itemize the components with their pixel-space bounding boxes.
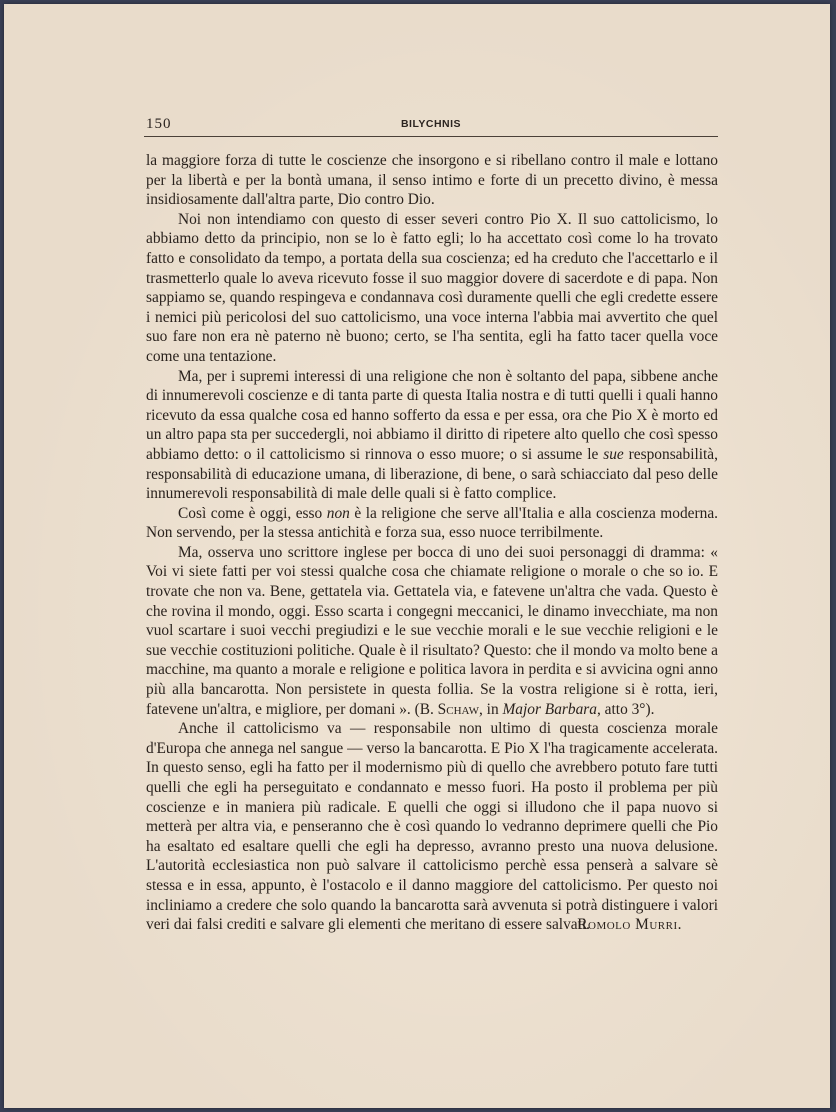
paragraph-text: Ma, per i supremi interessi di una religione che non è soltanto del papa, sibbene anche di innumerevoli coscienze e di tanta parte di questa Italia nostra e di tutti quelli i quali hanno ricevuto da essa qualche cosa ed hanno sofferto da essa e per essa, ora che Pio X è morto ed un altro papa sta per succedergli, noi abbiamo il diritto di ripetere alto quello che così spesso abbiamo detto: o il cattolicismo si rinnova o esso muore; o si assume le	[146, 367, 718, 463]
book-page	[4, 4, 830, 1108]
paragraph-text: , in	[478, 700, 503, 718]
emphasis-text: Major Barbara	[502, 700, 597, 718]
emphasis-text: sue	[603, 445, 624, 463]
paragraph	[146, 210, 718, 367]
paragraph-text: Ma, osserva uno scrittore inglese per bocca di uno dei suoi personaggi di dramma: « Voi vi siete fatti per voi stessi qualche cosa che chiamate religione o morale o che so io. E trovate che non va. Bene, gettatela via. Gettatela via, e fatevene un'altra che vada. Questo è che rovina il mondo, oggi. Esso scarta i congegni meccanici, le dinamo invecchiate, ma non vuol scartare i suoi vecchi pregiudizi e le sue vecchie morali e le sue vecchie religioni e le sue vecchie costituzioni politiche. Quale è il risultato? Questo: che il mondo va molto bene a macchine, ma quanto a morale e religione e politica lavora in perdita e si avvicina ogni anno più alla bancarotta. Non persistete in questa follia. Se la vostra religione si è rotta, ieri, fatevene un'altra, e migliore, per domani ». (B.	[146, 543, 718, 718]
paragraph-text: è la religione che serve all'Italia e alla coscienza moderna. Non servendo, per la stessa antichità e forza sua, esso nuoce terribilmente.	[146, 504, 718, 542]
paragraph	[146, 719, 718, 935]
small-caps-name: Schaw	[437, 700, 479, 718]
paragraph-text: Così come è oggi, esso	[178, 504, 327, 522]
page-header	[144, 116, 718, 137]
paragraph-text: , atto 3°).	[596, 700, 655, 718]
paragraph-text: responsabilità, responsabilità di educazione umana, di liberazione, di bene, o sarà schiacciato dal peso delle innumerevoli responsabilità di male delle quali si è fatto complice.	[146, 445, 718, 503]
running-head: BILYCHNIS	[400, 118, 462, 130]
paragraph-text: la maggiore forza di tutte le coscienze che insorgono e si ribellano contro il male e lottano per la libertà e per la bontà umana, il senso intimo e forte di un precetto divino, è messa insidiosamente dall'altra parte, Dio contro Dio.	[146, 152, 718, 209]
author-signature: Romolo Murri.	[577, 916, 682, 934]
paragraph	[146, 543, 718, 719]
article-body	[146, 151, 718, 935]
paragraph	[146, 151, 718, 210]
paragraph	[146, 367, 718, 504]
paragraph-text: Anche il cattolicismo va — responsabile non ultimo di questa coscienza morale d'Europa che annega nel sangue — verso la bancarotta. E Pio X l'ha tragicamente accelerata. In questo senso, egli ha fatto per il modernismo più di quello che avrebbero potuto fare tutti quelli che egli ha perseguitato e condannato e messo fuori. Ha posto il problema per più coscienze e in maniera più radicale. E quelli che oggi si illudono che il papa nuovo si metterà per altra via, e penseranno che è così quando lo vedranno deprimere quelli che Pio ha esaltato ed esaltare quelli che egli ha depresso, avranno presto una nuova delusione. L'autorità ecclesiastica non può salvare il cattolicismo perchè essa penserà a salvare sè stessa e in essa, appunto, è l'ostacolo e il danno maggiore del cattolicismo. Per questo noi incliniamo a credere che solo quando la bancarotta sarà avvenuta si potrà distinguere i valori veri dai falsi crediti e salvare gli elementi che meritano di essere salvati.	[146, 720, 718, 934]
paragraph-text: Noi non intendiamo con questo di esser severi contro Pio X. Il suo cattolicismo, lo abbiamo detto da principio, non se lo è fatto egli; lo ha accettato così come lo ha trovato fatto e consolidato da tempo, a portata della sua coscienza; ed ha creduto che l'accettarlo e il trasmetterlo quale lo aveva ricevuto fosse il suo maggior dovere di sacerdote e di papa. Non sappiamo se, quando respingeva e condannava così duramente quelli che egli credette essere i nemici più pericolosi del suo cattolicismo, una voce interna l'abbia mai avvertito che quel suo fare non era nè paterno nè buono; certo, se l'ha sentita, egli ha fatto tacer quella voce come una tentazione.	[146, 210, 718, 365]
emphasis-text: non	[326, 504, 350, 522]
paragraph	[146, 504, 718, 543]
page-number: 150	[146, 116, 172, 132]
